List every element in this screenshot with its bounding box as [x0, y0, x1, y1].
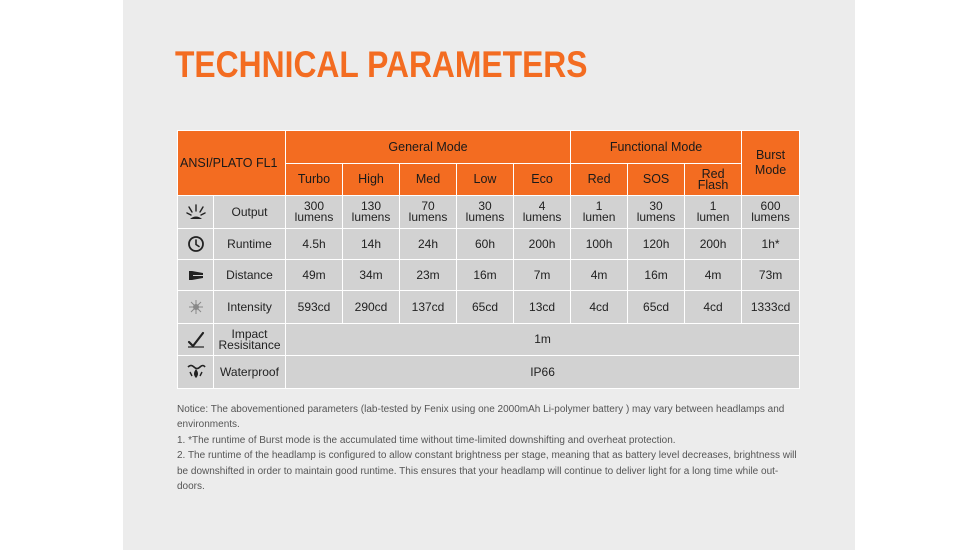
output-unit: lumens	[465, 210, 505, 224]
output-value: 1	[595, 199, 603, 213]
footnote-2: 2. The runtime of the headlamp is configured to allow constant brightness per stage, meaning that as battery level decreases, brightness will be downshifted in order to maintain good runtime. This ensures that your headlamp will continue to deliver light for a long time while out-doors.	[177, 450, 797, 493]
output-value: 4	[538, 199, 546, 213]
mode-eco: Eco	[514, 164, 571, 196]
crosshair-icon	[178, 291, 214, 324]
runtime-turbo: 4.5h	[286, 229, 343, 260]
output-value: 30	[649, 199, 663, 213]
intensity-turbo: 593cd	[286, 291, 343, 324]
footnote-1: 1. *The runtime of Burst mode is the accumulated time without time-limited downshifting and overheat protection.	[177, 434, 676, 446]
notice-paragraph: Notice: The abovementioned parameters (lab-tested by Fenix using one 2000mAh Li-polymer battery ) may vary between headlamps and environments.	[177, 404, 785, 431]
distance-turbo: 49m	[286, 260, 343, 291]
impact-check-icon	[178, 324, 214, 356]
impact-label-line1: Impact	[231, 326, 268, 341]
output-unit: lumens	[351, 210, 391, 224]
output-med	[400, 196, 457, 229]
output-red	[571, 196, 628, 229]
distance-high: 34m	[343, 260, 400, 291]
runtime-burst: 1h*	[742, 229, 800, 260]
output-unit: lumens	[636, 210, 676, 224]
runtime-low: 60h	[457, 229, 514, 260]
general-mode-header: General Mode	[286, 131, 571, 164]
output-value: 300	[303, 199, 325, 213]
output-unit: lumens	[294, 210, 334, 224]
mode-high: High	[343, 164, 400, 196]
table-row-output	[178, 196, 800, 229]
runtime-high: 14h	[343, 229, 400, 260]
mode-turbo: Turbo	[286, 164, 343, 196]
intensity-red-flash: 4cd	[685, 291, 742, 324]
table-row-impact	[178, 324, 800, 356]
intensity-med: 137cd	[400, 291, 457, 324]
row-label-impact	[214, 324, 286, 356]
runtime-red-flash: 200h	[685, 229, 742, 260]
distance-red: 4m	[571, 260, 628, 291]
output-eco	[514, 196, 571, 229]
burst-mode-header	[742, 131, 800, 196]
notice-text	[177, 402, 805, 494]
distance-low: 16m	[457, 260, 514, 291]
output-red-flash	[685, 196, 742, 229]
red-flash-line2: Flash	[697, 177, 729, 192]
burst-line1: Burst	[755, 148, 786, 162]
row-label-output: Output	[214, 196, 286, 229]
output-high	[343, 196, 400, 229]
output-low	[457, 196, 514, 229]
impact-label-line2: Resisitance	[218, 337, 281, 352]
table-row-distance	[178, 260, 800, 291]
beam-distance-icon	[178, 260, 214, 291]
water-splash-icon	[178, 356, 214, 389]
mode-low: Low	[457, 164, 514, 196]
mode-med: Med	[400, 164, 457, 196]
row-label-waterproof: Waterproof	[214, 356, 286, 389]
output-unit: lumen	[696, 210, 730, 224]
runtime-med: 24h	[400, 229, 457, 260]
distance-sos: 16m	[628, 260, 685, 291]
runtime-red: 100h	[571, 229, 628, 260]
mode-red: Red	[571, 164, 628, 196]
distance-eco: 7m	[514, 260, 571, 291]
parameters-table	[177, 130, 800, 389]
intensity-sos: 65cd	[628, 291, 685, 324]
output-turbo	[286, 196, 343, 229]
page-title: TECHNICAL PARAMETERS	[175, 44, 588, 85]
functional-mode-header: Functional Mode	[571, 131, 742, 164]
distance-med: 23m	[400, 260, 457, 291]
distance-red-flash: 4m	[685, 260, 742, 291]
output-unit: lumens	[522, 210, 562, 224]
runtime-sos: 120h	[628, 229, 685, 260]
row-label-distance: Distance	[214, 260, 286, 291]
intensity-red: 4cd	[571, 291, 628, 324]
mode-red-flash	[685, 164, 742, 196]
impact-value: 1m	[286, 324, 800, 356]
burst-line2: Mode	[754, 163, 787, 177]
runtime-eco: 200h	[514, 229, 571, 260]
output-value: 1	[709, 199, 717, 213]
row-label-intensity: Intensity	[214, 291, 286, 324]
output-value: 30	[478, 199, 492, 213]
output-value: 130	[360, 199, 382, 213]
output-unit: lumens	[751, 210, 790, 224]
row-label-runtime: Runtime	[214, 229, 286, 260]
red-flash-line1: Red	[701, 166, 725, 181]
product-sheet	[123, 0, 855, 550]
output-unit: lumens	[408, 210, 448, 224]
intensity-high: 290cd	[343, 291, 400, 324]
intensity-low: 65cd	[457, 291, 514, 324]
mode-sos: SOS	[628, 164, 685, 196]
table-row-waterproof	[178, 356, 800, 389]
distance-burst: 73m	[742, 260, 800, 291]
output-unit: lumen	[582, 210, 616, 224]
output-value: 70	[421, 199, 435, 213]
output-sos	[628, 196, 685, 229]
output-burst	[742, 196, 800, 229]
clock-icon	[178, 229, 214, 260]
table-row-runtime	[178, 229, 800, 260]
intensity-eco: 13cd	[514, 291, 571, 324]
model-header: ANSI/PLATO FL1	[178, 131, 286, 196]
waterproof-value: IP66	[286, 356, 800, 389]
table-row-intensity	[178, 291, 800, 324]
output-value: 600	[760, 199, 781, 213]
light-burst-icon	[178, 196, 214, 229]
intensity-burst: 1333cd	[742, 291, 800, 324]
